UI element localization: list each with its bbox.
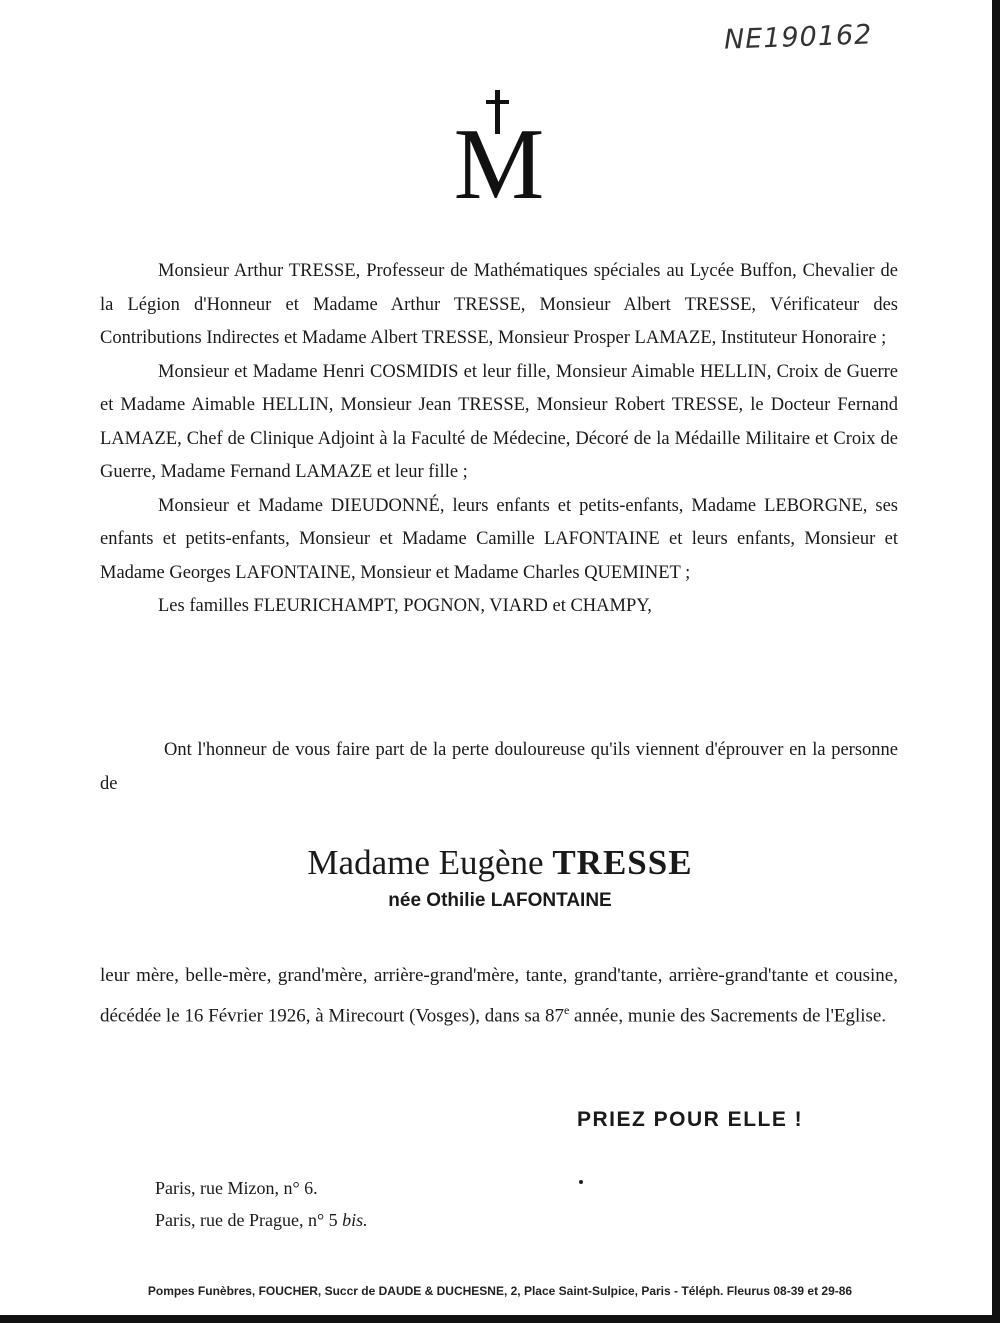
announcement-text: Ont l'honneur de vous faire part de la perte douloureuse qu'ils viennent d'éprouver en la personne de xyxy=(100,740,898,794)
deceased-prefix: Madame Eugène xyxy=(307,843,544,882)
ink-dot xyxy=(579,1180,583,1184)
details-text-end: année, munie des Sacrements de l'Eglise. xyxy=(569,1005,887,1027)
death-details xyxy=(100,959,898,1033)
announcement xyxy=(100,734,898,801)
address-line-2-italic: bis. xyxy=(342,1210,368,1230)
undertaker-footer: Pompes Funèbres, FOUCHER, Succr de DAUDE & DUCHESNE, 2, Place Saint-Sulpice, Paris - Téléph. Fleurus 08-39 et 29-86 xyxy=(147,1284,853,1298)
address-line-2-main: Paris, rue de Prague, n° 5 xyxy=(155,1210,343,1230)
details-ordinal: e xyxy=(563,1003,570,1017)
family-paragraph-1: Monsieur Arthur TRESSE, Professeur de Mathématiques spéciales au Lycée Buffon, Chevalier de la Légion d'Honneur et Madame Arthur TRESSE, Monsieur Albert TRESSE, Vérificateur des Contributions Indirectes et Madame Albert TRESSE, Monsieur Prosper LAMAZE, Instituteur Honoraire ; xyxy=(100,261,898,348)
family-paragraph-2: Monsieur et Madame Henri COSMIDIS et leur fille, Monsieur Aimable HELLIN, Croix de Guerre et Madame Aimable HELLIN, Monsieur Jean TRESSE, Monsieur Robert TRESSE, le Docteur Fernand LAMAZE, Chef de Clinique Adjoint à la Faculté de Médecine, Décoré de la Médaille Militaire et Croix de Guerre, Madame Fernand LAMAZE et leur fille ; xyxy=(100,361,898,482)
marian-monogram-icon xyxy=(447,90,551,202)
families-list xyxy=(100,255,898,624)
prayer-line: PRIEZ POUR ELLE ! xyxy=(577,1108,804,1131)
address-line-2 xyxy=(155,1204,368,1236)
deceased-name xyxy=(0,843,1000,883)
family-paragraph-3: Monsieur et Madame DIEUDONNÉ, leurs enfants et petits-enfants, Madame LEBORGNE, ses enfants et petits-enfants, Monsieur et Madame Camille LAFONTAINE et leurs enfants, Monsieur et Madame Georges LAFONTAINE, Monsieur et Madame Charles QUEMINET ; xyxy=(100,495,898,583)
deceased-maiden-name: née Othilie LAFONTAINE xyxy=(388,890,612,911)
addresses xyxy=(155,1172,368,1236)
deceased-surname: TRESSE xyxy=(552,843,693,882)
family-paragraph-4: Les familles FLEURICHAMPT, POGNON, VIARD et CHAMPY, xyxy=(158,596,652,616)
details-text: leur mère, belle-mère, grand'mère, arrière-grand'mère, tante, grand'tante, arrière-grand'tante et cousine, décédée le 16 Février 1926, à Mirecourt (Vosges), dans sa 87 xyxy=(100,965,898,1027)
address-line-1: Paris, rue Mizon, n° 6. xyxy=(155,1178,318,1198)
archive-reference: NE190162 xyxy=(723,19,873,56)
monogram-letter: M xyxy=(453,108,545,202)
